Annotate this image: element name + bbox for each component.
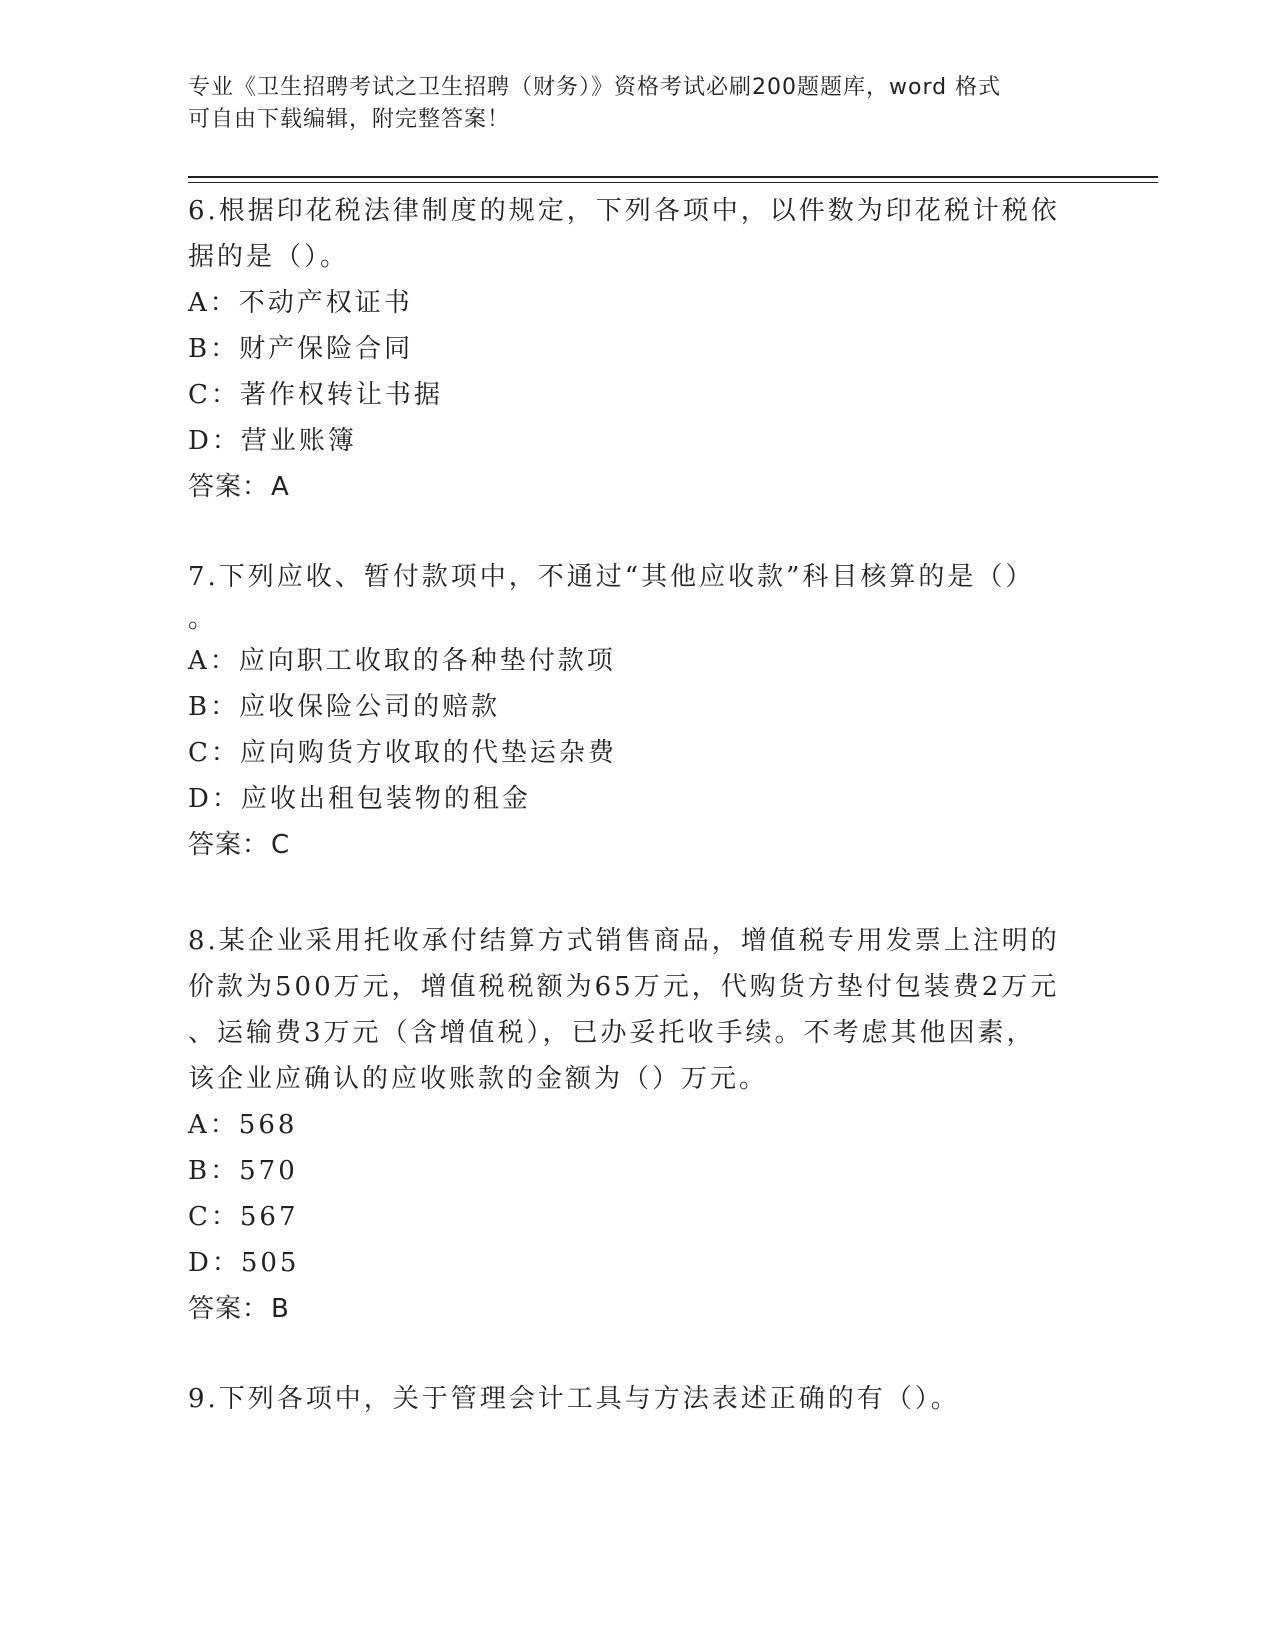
question-stem-line: 9.下列各项中，关于管理会计工具与方法表述正确的有（）。 bbox=[188, 1384, 960, 1414]
question-6 bbox=[188, 188, 1088, 510]
option-d: D：应收出租包装物的租金 bbox=[188, 784, 531, 814]
header-line: 专业《卫生招聘考试之卫生招聘（财务）》资格考试必刷200题题库，word 格式 bbox=[188, 75, 1002, 100]
option-b: B：应收保险公司的赔款 bbox=[188, 692, 501, 722]
answer-label: 答案： bbox=[188, 1294, 270, 1324]
answer-value: A bbox=[271, 472, 290, 502]
question-stem-line: 据的是（）。 bbox=[188, 242, 350, 272]
option-a: A：应向职工收取的各种垫付款项 bbox=[188, 646, 616, 676]
option-a: A：不动产权证书 bbox=[188, 288, 413, 318]
question-stem-line: 、运输费3万元（含增值税），已办妥托收手续。不考虑其他因素， bbox=[188, 1018, 1036, 1048]
answer-value: C bbox=[271, 830, 291, 860]
answer-label: 答案： bbox=[188, 830, 270, 860]
option-d: D：505 bbox=[188, 1248, 300, 1278]
question-stem-line: 价款为500万元，增值税税额为65万元，代购货方垫付包装费2万元 bbox=[188, 972, 1060, 1002]
question-stem-line: 。 bbox=[188, 604, 218, 634]
question-stem-line: 6.根据印花税法律制度的规定，下列各项中，以件数为印花税计税依 bbox=[188, 196, 1060, 226]
option-c: C：应向购货方收取的代垫运杂费 bbox=[188, 738, 617, 768]
option-d: D：营业账簿 bbox=[188, 426, 357, 456]
question-8 bbox=[188, 918, 1088, 1332]
header-line: 可自由下载编辑，附完整答案！ bbox=[188, 107, 511, 132]
option-a: A：568 bbox=[188, 1110, 298, 1140]
option-b: B：570 bbox=[188, 1156, 298, 1186]
question-stem-line: 该企业应确认的应收账款的金额为（）万元。 bbox=[188, 1064, 769, 1094]
question-stem-line: 8.某企业采用托收承付结算方式销售商品，增值税专用发票上注明的 bbox=[188, 926, 1060, 956]
answer-value: B bbox=[271, 1294, 290, 1324]
answer-line bbox=[188, 1286, 1088, 1332]
document-header bbox=[188, 72, 1088, 136]
header-divider bbox=[188, 182, 1158, 183]
answer-label: 答案： bbox=[188, 472, 270, 502]
question-7 bbox=[188, 554, 1088, 868]
answer-line bbox=[188, 464, 1088, 510]
option-b: B：财产保险合同 bbox=[188, 334, 414, 364]
option-c: C：著作权转让书据 bbox=[188, 380, 443, 410]
header-divider bbox=[188, 176, 1158, 178]
answer-line bbox=[188, 822, 1088, 868]
question-9 bbox=[188, 1376, 1088, 1422]
option-c: C：567 bbox=[188, 1202, 299, 1232]
question-stem-line: 7.下列应收、暂付款项中，不通过“其他应收款”科目核算的是（） bbox=[188, 562, 1035, 592]
